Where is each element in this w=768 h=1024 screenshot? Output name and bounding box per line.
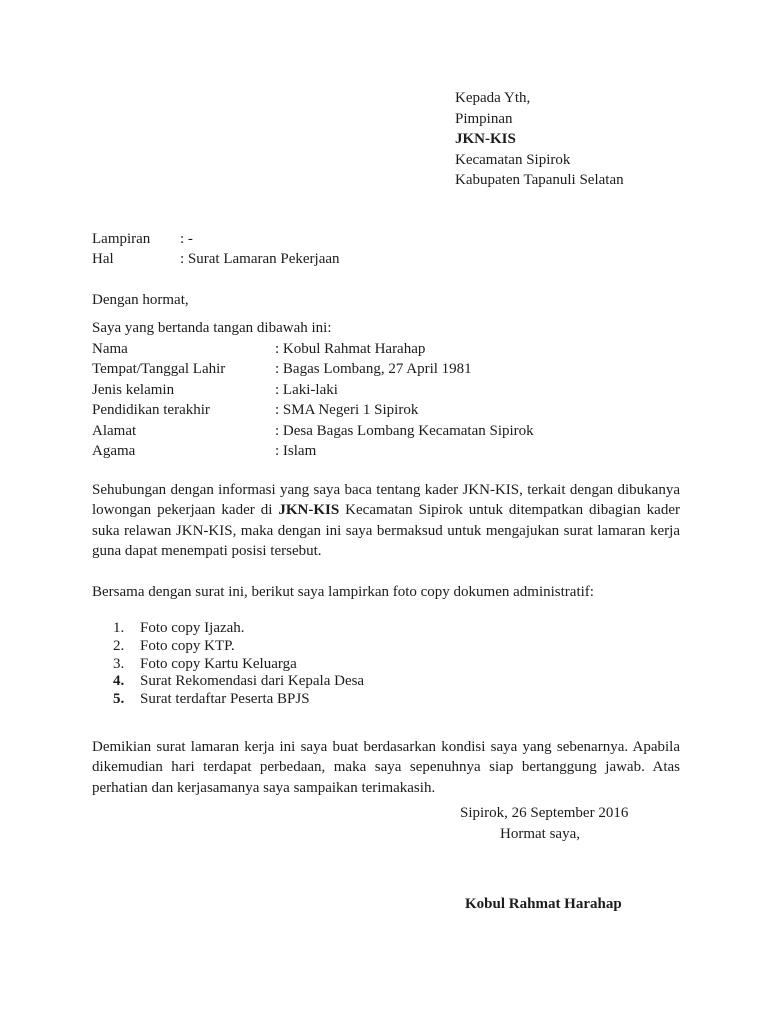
document-list-item [113,656,680,674]
body-paragraph-2: Bersama dengan surat ini, berikut saya lampirkan foto copy dokumen administratif: [92,583,594,600]
personal-value: : Bagas Lombang, 27 April 1981 [275,361,472,377]
closing-paragraph: Demikian surat lamaran kerja ini saya buat berdasarkan kondisi saya yang sebenarnya. Apabila dikemudian hari terdapat perbedaan, maka saya sepenuhnya siap bertanggung jawab. Atas perhatian dan kerjasamanya saya sampaikan terimakasih. [92,738,680,796]
signature-name: Kobul Rahmat Harahap [465,896,622,913]
list-number: 1. [113,620,125,636]
list-text: Foto copy KTP. [140,637,235,654]
list-text: Surat Rekomendasi dari Kepala Desa [140,673,365,690]
personal-label: Agama [92,443,136,459]
recipient-line: Kepada Yth, [455,90,531,106]
meta-row-hal [92,249,680,270]
personal-row-alamat [92,421,680,442]
personal-label: Nama [92,340,128,357]
list-number: 2. [113,637,125,654]
list-number: 3. [113,655,125,672]
document-list-item [113,620,680,638]
personal-row-jenis-kelamin [92,380,680,401]
opening-block [92,290,680,339]
intro-line: Saya yang bertanda tangan dibawah ini: [92,320,332,336]
personal-label: Jenis kelamin [92,381,175,398]
list-number: 5. [113,691,125,708]
personal-value: : Kobul Rahmat Harahap [275,340,426,357]
personal-label: Pendidikan terakhir [92,402,210,418]
letter-meta-block [92,229,680,270]
recipient-line: Pimpinan [455,110,513,127]
document-list-item [113,673,680,691]
personal-row-ttl [92,359,680,380]
recipient-block [455,88,680,191]
personal-value: : Islam [275,443,317,459]
meta-row-lampiran [92,229,680,250]
meta-label: Lampiran [92,230,151,247]
personal-label: Tempat/Tanggal Lahir [92,361,226,377]
personal-value: : Laki-laki [275,381,338,398]
personal-row-agama [92,441,680,462]
recipient-line: Kabupaten Tapanuli Selatan [455,172,624,188]
body-paragraph-1 [92,480,680,562]
document-list-item [113,638,680,656]
personal-row-pendidikan [92,400,680,421]
list-number: 4. [113,673,125,690]
personal-value: : Desa Bagas Lombang Kecamatan Sipirok [275,422,534,439]
list-text: Foto copy Kartu Keluarga [140,655,297,672]
date-place-line: Sipirok, 26 September 2016 [460,805,629,822]
personal-data-block [92,339,680,462]
list-text: Foto copy Ijazah. [140,620,245,636]
recipient-line: Kecamatan Sipirok [455,151,571,168]
meta-value: : - [180,230,193,247]
meta-value: : Surat Lamaran Pekerjaan [180,251,340,267]
list-text: Surat terdaftar Peserta BPJS [140,691,310,708]
regards-line: Hormat saya, [500,825,580,842]
salutation: Dengan hormat, [92,291,189,308]
meta-label: Hal [92,251,114,267]
recipient-org: JKN-KIS [455,131,516,147]
documents-list [92,620,680,709]
body-paragraph-1-text: Sehubungan dengan informasi yang saya baca tentang kader JKN-KIS, terkait dengan dibukanya lowongan pekerjaan kader di [92,481,680,518]
body-paragraph-1-text: Kecamatan Sipirok untuk ditempatkan dibagian kader suka relawan JKN-KIS, maka dengan ini saya bermaksud untuk mengajukan surat lamaran kerja guna dapat menempati posisi tersebut. [92,502,680,559]
personal-label: Alamat [92,422,137,439]
personal-value: : SMA Negeri 1 Sipirok [275,402,419,418]
personal-row-nama [92,339,680,360]
body-paragraph-1-bold-org: JKN-KIS [278,502,340,518]
document-list-item [113,691,680,709]
